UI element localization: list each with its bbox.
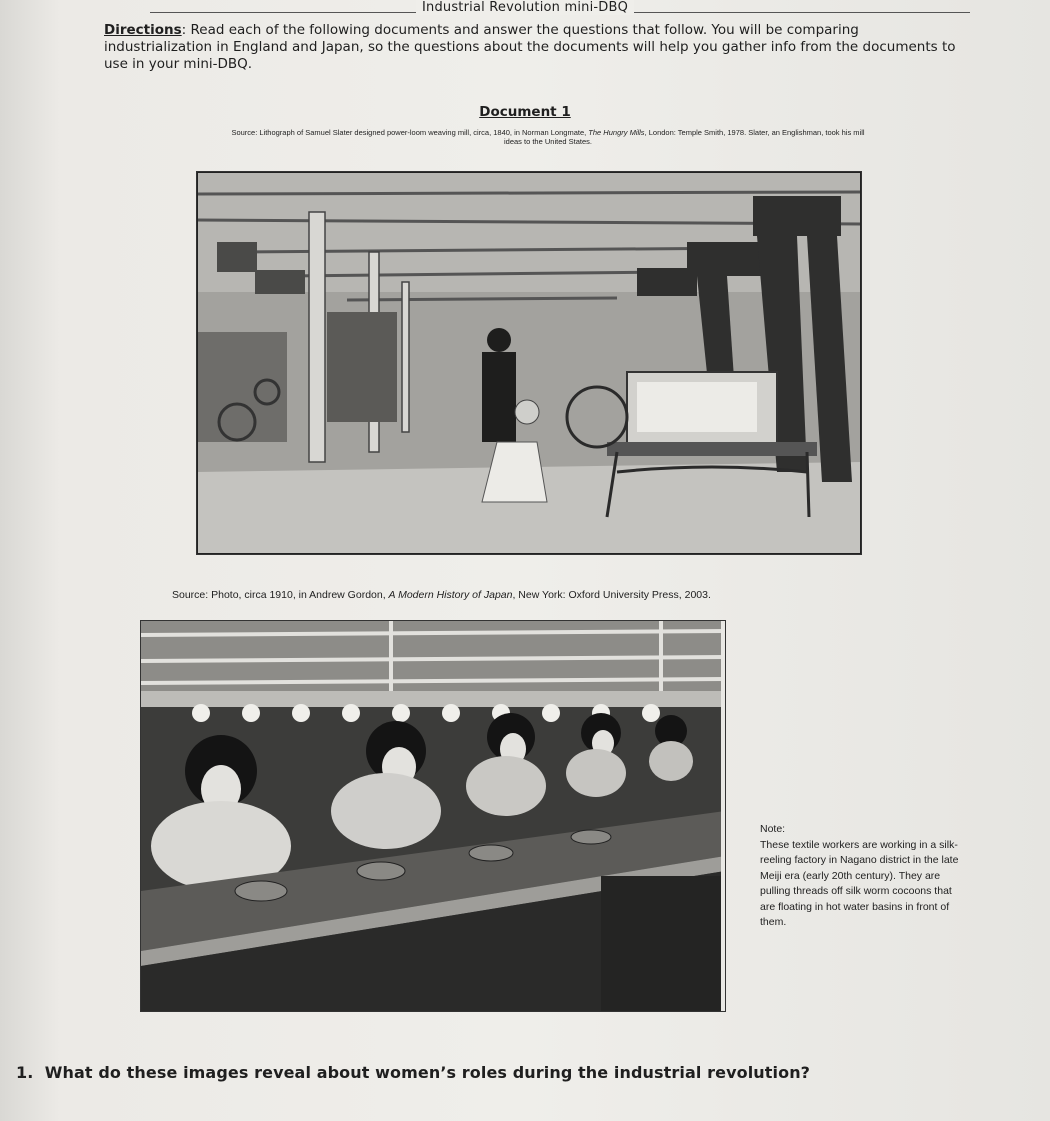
- source-caption-1: [228, 128, 868, 146]
- source2-title: A Modern History of Japan: [388, 589, 513, 601]
- document-title: Document 1: [479, 104, 571, 120]
- question-number: 1.: [16, 1063, 34, 1082]
- source1-title: The Hungry Mills: [588, 128, 645, 137]
- directions-text: : Read each of the following documents and answer the questions that follow. You will be comparing industrialization in England and Japan, so the questions about the documents will help you gather info from the documents to use in your mini-DBQ.: [104, 22, 956, 72]
- weaving-mill-illustration: [197, 172, 861, 554]
- directions-label: Directions: [104, 22, 182, 38]
- source2-prefix: Source: Photo, circa 1910, in Andrew Gordon,: [172, 589, 389, 601]
- photo-note: [760, 822, 960, 931]
- note-label: Note:: [760, 823, 786, 835]
- silk-reeling-factory-photo: [140, 620, 726, 1012]
- source1-prefix: Source: Lithograph of Samuel Slater designed power-loom weaving mill, circa, 1840, in Norman Longmate,: [231, 128, 589, 137]
- source-caption-2: [172, 589, 932, 602]
- note-text: These textile workers are working in a silk-reeling factory in Nagano district in the late Meiji era (early 20th century). They are pulling threads off silk worm cocoons that are floating in hot water basins in front of them.: [760, 838, 959, 928]
- worksheet-title-text: Industrial Revolution mini-DBQ: [416, 0, 634, 15]
- lithograph-weaving-mill-image: [196, 171, 862, 555]
- source1-suffix: , London: Temple Smith, 1978. Slater, an Englishman, took his mill ideas to the United States.: [504, 128, 865, 146]
- directions-paragraph: [104, 22, 964, 73]
- question-1: [16, 1063, 1036, 1082]
- silk-reeling-illustration: [141, 621, 725, 1011]
- worksheet-title: [0, 0, 1050, 15]
- source2-suffix: , New York: Oxford University Press, 2003.: [512, 589, 711, 601]
- question-text: What do these images reveal about women’s roles during the industrial revolution?: [44, 1063, 811, 1082]
